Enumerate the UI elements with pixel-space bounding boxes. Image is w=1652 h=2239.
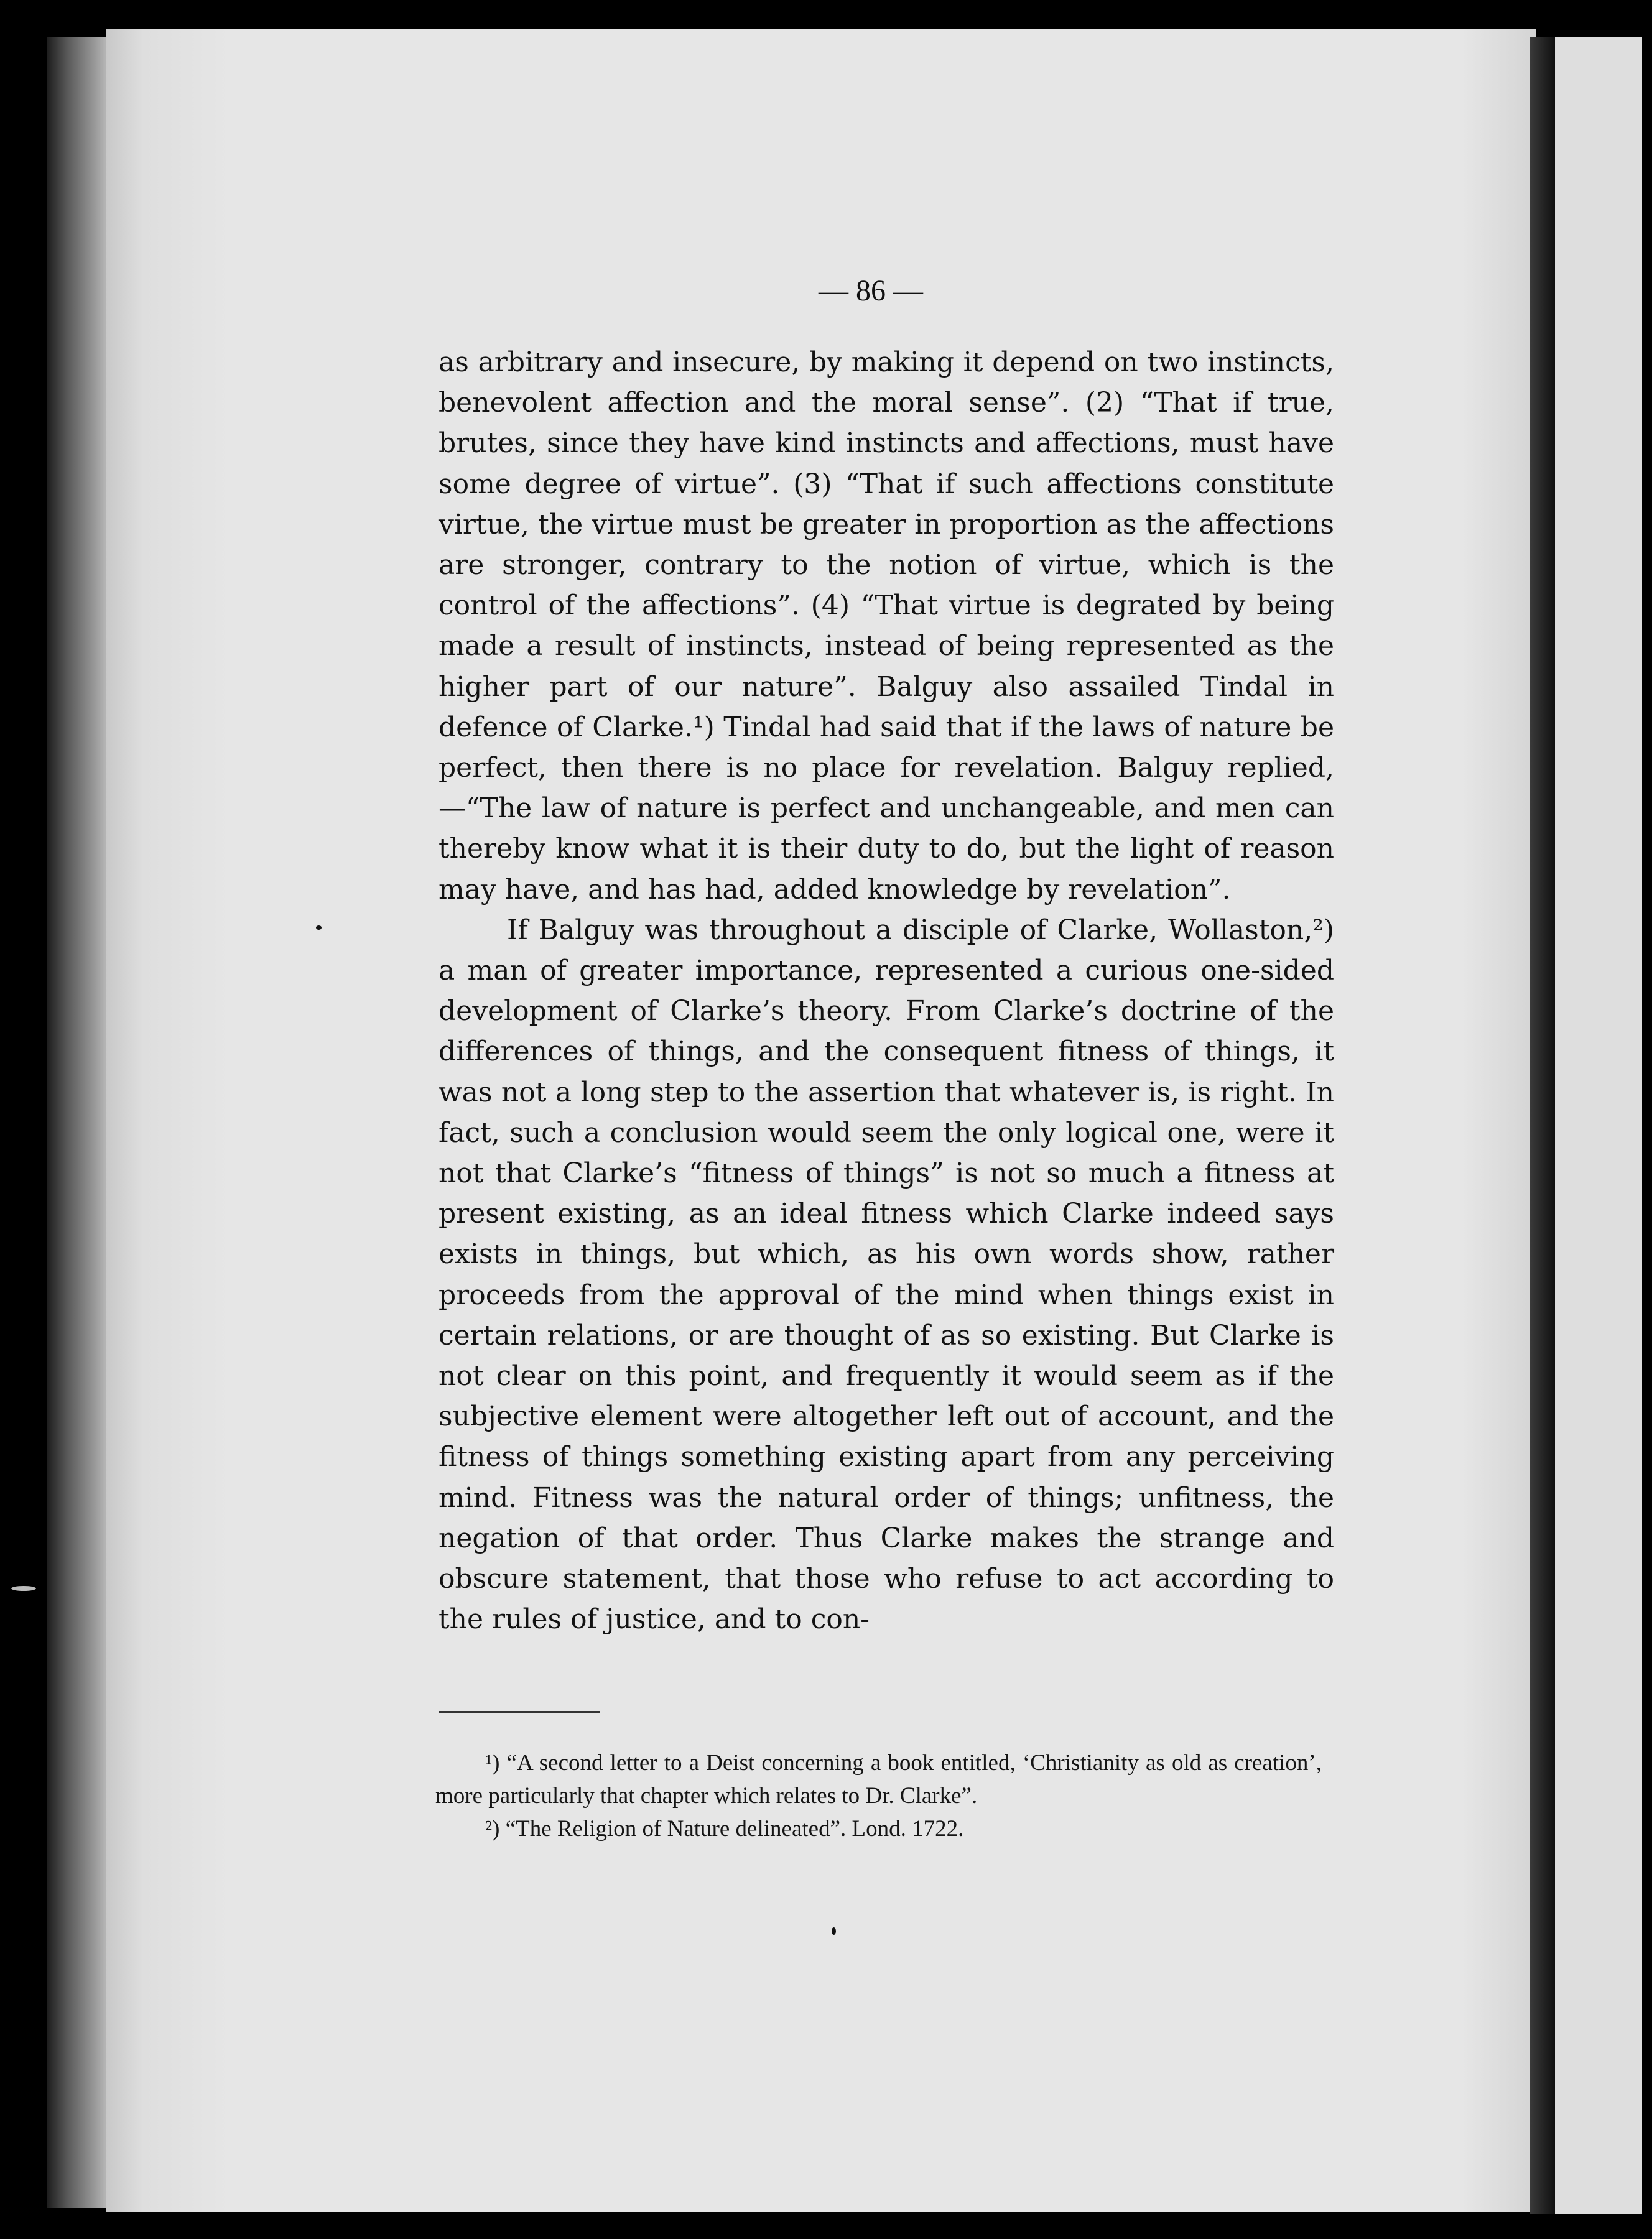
page-number: — 86 — (819, 274, 923, 307)
body-text (439, 342, 1334, 1640)
footnote: ¹) “A second letter to a Deist concerning a book entitled, ‘Christianity as old as creation’, more particularly that chapter which relates to Dr. Clarke”. (435, 1750, 1322, 1809)
facing-page-edge (1555, 37, 1642, 2214)
paragraph: If Balguy was throughout a disciple of Clarke, Wollaston,²) a man of greater importance, represented a curious one-sided development of Clarke’s theory. From Clarke’s doctrine of the differences of things, and the consequent fitness of things, it was not a long step to the assertion that whatever is, is right. In fact, such a conclusion would seem the only logical one, were it not that Clarke’s “fitness of things” is not so much a fitness at present existing, as an ideal fitness which Clarke indeed says exists in things, but which, as his own words show, rather proceeds from the approval of the mind when things exist in certain relations, or are thought of as so existing. But Clarke is not clear on this point, and frequently it would seem as if the subjective element were altogether left out of account, and the fitness of things something existing apart from any perceiving mind. Fitness was the natural order of things; unfitness, the negation of that order. Thus Clarke makes the strange and obscure statement, that those who refuse to act according to the rules of justice, and to con- (439, 914, 1334, 1636)
footnote-separator (439, 1711, 600, 1713)
book-gutter (1530, 37, 1555, 2214)
paragraph: as arbitrary and insecure, by making it depend on two instincts, benevolent affection and the moral sense”. (2) “That if true, brutes, since they have kind instincts and affections, must have some degree of virtue”. (3) “That if such affections constitute virtue, the virtue must be greater in proportion as the affections are stronger, contrary to the notion of virtue, which is the control of the affections”. (4) “That virtue is degrated by being made a result of instincts, instead of being represented as the higher part of our nature”. Balguy also assailed Tindal in defence of Clarke.¹) Tindal had said that if the laws of nature be perfect, then there is no place for revelation. Balguy replied,—“The law of nature is perfect and unchangeable, and men can thereby know what it is their duty to do, but the light of reason may have, and has had, added knowledge by revelation”. (439, 346, 1334, 906)
footnote: ²) “The Religion of Nature delineated”. Lond. 1722. (485, 1816, 964, 1842)
footnotes (435, 1746, 1322, 1845)
ink-speck (832, 1927, 836, 1935)
ink-speck (11, 1586, 36, 1591)
ink-speck (316, 925, 322, 930)
